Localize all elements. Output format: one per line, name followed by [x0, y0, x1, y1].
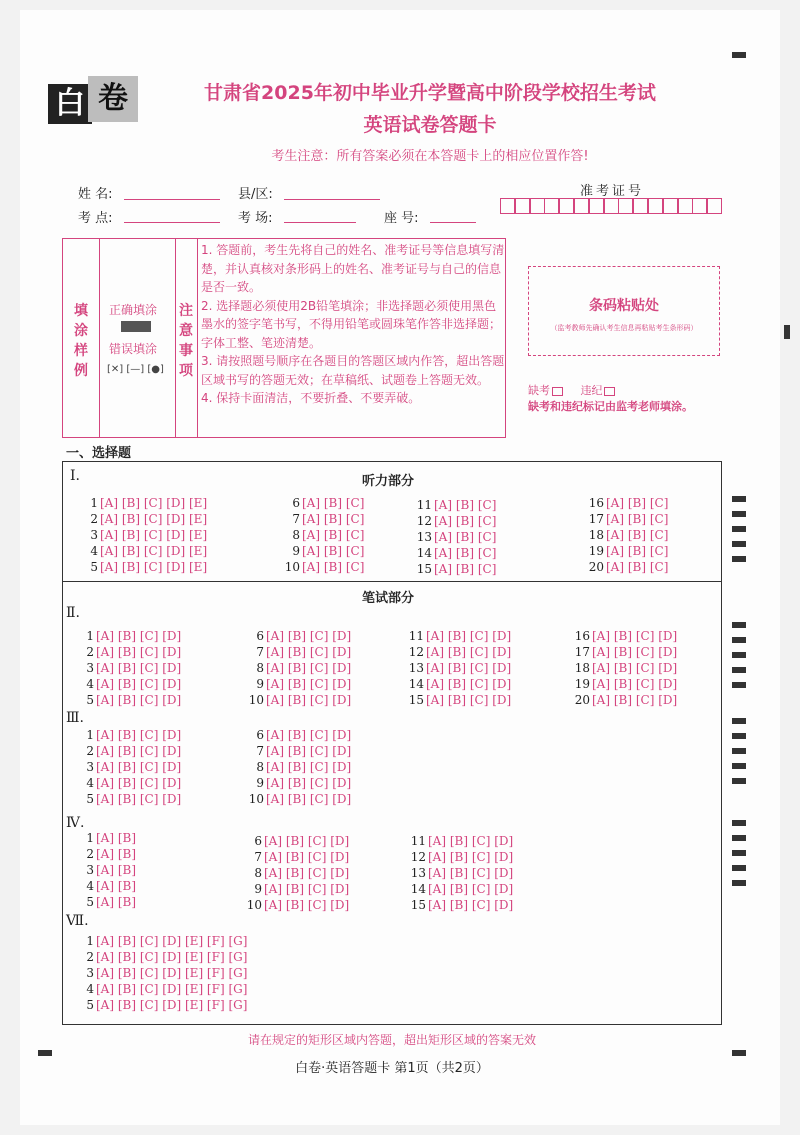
question-row[interactable]: [404, 834, 513, 849]
exam-room-field[interactable]: [284, 222, 356, 223]
question-row[interactable]: [404, 850, 513, 865]
answer-options[interactable]: [A] [B] [C] [D]: [428, 866, 514, 880]
question-row[interactable]: [584, 544, 668, 559]
exam-room-label: 考 场:: [238, 211, 273, 226]
question-row[interactable]: [244, 728, 351, 743]
seat-field[interactable]: [430, 222, 476, 223]
name-label: 姓 名:: [78, 187, 113, 202]
answer-options[interactable]: [A] [B] [C]: [302, 528, 365, 542]
question-number: 9: [254, 882, 262, 896]
sheet-title: 英语试卷答题卡: [363, 114, 497, 136]
question-number: 12: [410, 850, 426, 864]
answer-options[interactable]: [A] [B]: [96, 879, 137, 893]
ticket-digit-box[interactable]: [500, 198, 515, 214]
absent-checkbox[interactable]: [552, 387, 563, 396]
ticket-digit-box[interactable]: [589, 198, 604, 214]
question-row[interactable]: [80, 831, 136, 846]
absent-violation-row: [528, 382, 615, 398]
ticket-digit-box[interactable]: [633, 198, 648, 214]
question-number: 5: [86, 998, 94, 1012]
ticket-digit-box[interactable]: [530, 198, 545, 214]
ticket-digit-box[interactable]: [678, 198, 693, 214]
answer-options[interactable]: [A] [B] [C] [D]: [428, 882, 514, 896]
timing-mark: [732, 667, 746, 673]
proctor-note: 缺考和违纪标记由监考老师填涂。: [528, 400, 693, 413]
answer-options[interactable]: [A] [B] [C]: [434, 530, 497, 544]
question-row[interactable]: [404, 693, 511, 708]
question-number: 8: [256, 760, 264, 774]
question-row[interactable]: [80, 728, 181, 743]
timing-mark: [732, 820, 746, 826]
answer-options[interactable]: [A] [B] [C] [D]: [96, 776, 182, 790]
answer-options[interactable]: [A] [B] [C] [D] [E]: [100, 512, 208, 526]
paper-type-badge: [48, 76, 138, 126]
question-number: 2: [86, 950, 94, 964]
question-row[interactable]: [414, 530, 496, 545]
badge-roll: 卷: [88, 76, 138, 122]
question-row[interactable]: [80, 982, 247, 997]
question-number: 9: [292, 544, 300, 558]
answer-options[interactable]: [A] [B] [C] [D]: [96, 728, 182, 742]
answer-options[interactable]: [A] [B] [C] [D]: [428, 898, 514, 912]
question-number: 12: [416, 514, 432, 528]
question-number: 4: [86, 982, 94, 996]
instruction-item: 3. 请按照题号顺序在各题目的答题区域内作答，超出答题区域书写的答题无效；在草稿纸、试题卷上答题无效。: [201, 354, 505, 387]
answer-options[interactable]: [A] [B] [C]: [434, 546, 497, 560]
answer-options[interactable]: [A] [B] [C]: [606, 512, 669, 526]
answer-options[interactable]: [A] [B] [C] [D] [E] [F] [G]: [96, 998, 248, 1012]
ticket-digit-box[interactable]: [648, 198, 663, 214]
question-row[interactable]: [566, 677, 677, 692]
name-field[interactable]: [124, 199, 220, 200]
question-number: 12: [408, 645, 424, 659]
timing-mark: [732, 556, 746, 562]
question-row[interactable]: [566, 629, 677, 644]
wrong-fill-samples: [✕] [—] [●]: [107, 364, 164, 375]
question-number: 15: [408, 693, 424, 707]
question-number: 8: [256, 661, 264, 675]
question-number: 8: [292, 528, 300, 542]
question-row[interactable]: [244, 744, 351, 759]
question-row[interactable]: [80, 496, 207, 511]
answer-options[interactable]: [A] [B] [C] [D]: [428, 850, 514, 864]
question-row[interactable]: [566, 693, 677, 708]
answer-options[interactable]: [A] [B] [C] [D]: [96, 744, 182, 758]
question-row[interactable]: [240, 866, 349, 881]
instruction-list: [201, 241, 505, 408]
candidate-notice: 考生注意：所有答案必须在本答题卡上的相应位置作答!: [271, 149, 589, 164]
ticket-digit-box[interactable]: [559, 198, 574, 214]
question-number: 11: [416, 498, 432, 512]
ticket-digit-box[interactable]: [604, 198, 619, 214]
question-number: 6: [256, 629, 264, 643]
answer-options[interactable]: [A] [B] [C] [D]: [264, 834, 350, 848]
alignment-marker: [38, 1050, 52, 1056]
question-number: 7: [254, 850, 262, 864]
answer-options[interactable]: [A] [B]: [96, 831, 137, 845]
question-number: 3: [86, 661, 94, 675]
part-divider: [62, 581, 722, 582]
question-row[interactable]: [80, 544, 207, 559]
answer-options[interactable]: [A] [B] [C] [D]: [96, 792, 182, 806]
question-row[interactable]: [404, 677, 511, 692]
question-number: 20: [574, 693, 590, 707]
question-number: 10: [246, 898, 262, 912]
question-number: 5: [90, 560, 98, 574]
answer-options[interactable]: [A] [B] [C] [D]: [266, 645, 352, 659]
alignment-marker: [784, 325, 790, 339]
question-number: 7: [292, 512, 300, 526]
instruction-item: 1. 答题前，考生先将自己的姓名、准考证号等信息填写清楚，并认真核对条形码上的姓名、准考证号与自己的信息是否一致。: [201, 243, 505, 294]
question-row[interactable]: [80, 966, 247, 981]
question-row[interactable]: [244, 760, 351, 775]
question-row[interactable]: [240, 834, 349, 849]
ticket-digit-box[interactable]: [692, 198, 707, 214]
question-number: 1: [90, 496, 98, 510]
question-number: 5: [86, 792, 94, 806]
question-number: 1: [86, 629, 94, 643]
timing-mark: [732, 682, 746, 688]
question-number: 2: [86, 645, 94, 659]
question-number: 4: [86, 677, 94, 691]
ticket-digit-box[interactable]: [515, 198, 530, 214]
answer-options[interactable]: [A] [B] [C] [D]: [264, 882, 350, 896]
question-row[interactable]: [282, 496, 364, 511]
answer-options[interactable]: [A] [B] [C] [D] [E] [F] [G]: [96, 950, 248, 964]
question-number: 15: [416, 562, 432, 576]
question-row[interactable]: [414, 514, 496, 529]
timing-mark: [732, 850, 746, 856]
ticket-number-label: 准考证号: [580, 184, 645, 199]
question-row[interactable]: [584, 560, 668, 575]
question-number: 13: [408, 661, 424, 675]
ticket-digit-box[interactable]: [663, 198, 678, 214]
answer-options[interactable]: [A] [B] [C]: [302, 512, 365, 526]
timing-mark: [732, 652, 746, 658]
answer-options[interactable]: [A] [B] [C] [D] [E]: [100, 528, 208, 542]
timing-mark: [732, 637, 746, 643]
question-row[interactable]: [80, 776, 181, 791]
answer-options[interactable]: [A] [B] [C]: [302, 544, 365, 558]
ticket-digit-box[interactable]: [574, 198, 589, 214]
question-row[interactable]: [80, 560, 207, 575]
question-row[interactable]: [404, 866, 513, 881]
timing-mark: [732, 865, 746, 871]
question-number: 18: [588, 528, 604, 542]
question-row[interactable]: [244, 677, 351, 692]
question-row[interactable]: [244, 661, 351, 676]
timing-mark: [732, 541, 746, 547]
question-number: 9: [256, 776, 264, 790]
question-number: 2: [86, 847, 94, 861]
question-row[interactable]: [282, 560, 364, 575]
answer-options[interactable]: [A] [B] [C] [D]: [592, 693, 678, 707]
answer-options[interactable]: [A] [B] [C]: [606, 560, 669, 574]
question-row[interactable]: [244, 776, 351, 791]
correct-fill-sample: [121, 321, 151, 332]
written-title: 笔试部分: [362, 591, 415, 606]
answer-options[interactable]: [A] [B] [C] [D]: [96, 760, 182, 774]
question-number: 18: [574, 661, 590, 675]
question-row[interactable]: [584, 496, 668, 511]
question-row[interactable]: [244, 693, 351, 708]
answer-options[interactable]: [A] [B]: [96, 847, 137, 861]
question-number: 1: [86, 831, 94, 845]
question-number: 7: [256, 744, 264, 758]
question-row[interactable]: [404, 645, 511, 660]
question-row[interactable]: [282, 528, 364, 543]
timing-mark: [732, 622, 746, 628]
barcode-area: [528, 266, 720, 356]
answer-options[interactable]: [A] [B] [C] [D]: [266, 744, 352, 758]
county-label: 县/区:: [238, 187, 273, 202]
question-number: 9: [256, 677, 264, 691]
question-row[interactable]: [584, 528, 668, 543]
question-number: 14: [416, 546, 432, 560]
question-row[interactable]: [566, 645, 677, 660]
answer-options[interactable]: [A] [B] [C] [D]: [592, 645, 678, 659]
question-number: 4: [90, 544, 98, 558]
question-number: 5: [86, 693, 94, 707]
question-row[interactable]: [80, 645, 181, 660]
answer-options[interactable]: [A] [B] [C] [D]: [264, 850, 350, 864]
answer-options[interactable]: [A] [B] [C] [D]: [266, 661, 352, 675]
absent-label: 缺考: [528, 384, 550, 397]
question-row[interactable]: [80, 847, 136, 862]
question-row[interactable]: [80, 677, 181, 692]
timing-mark: [732, 511, 746, 517]
wrong-fill-label: 错误填涂: [109, 342, 158, 356]
question-row[interactable]: [244, 629, 351, 644]
question-row[interactable]: [80, 693, 181, 708]
question-row[interactable]: [414, 498, 496, 513]
alignment-marker: [732, 1050, 746, 1056]
question-number: 2: [86, 744, 94, 758]
notes-title: 注意事项: [179, 303, 193, 379]
question-row[interactable]: [80, 998, 247, 1013]
question-row[interactable]: [414, 546, 496, 561]
badge-white: 白: [48, 84, 92, 124]
answer-options[interactable]: [A] [B] [C] [D]: [266, 629, 352, 643]
instructions-box: [62, 238, 506, 438]
exam-site-field[interactable]: [124, 222, 220, 223]
question-number: 7: [256, 645, 264, 659]
sample-title: 填涂样例: [74, 303, 88, 379]
question-number: 1: [86, 934, 94, 948]
answer-options[interactable]: [A] [B] [C] [D]: [96, 629, 182, 643]
answer-options[interactable]: [A] [B] [C] [D]: [266, 776, 352, 790]
answer-options[interactable]: [A] [B] [C] [D]: [96, 677, 182, 691]
question-row[interactable]: [240, 882, 349, 897]
timing-mark: [732, 718, 746, 724]
question-number: 15: [410, 898, 426, 912]
answer-options[interactable]: [A] [B] [C] [D]: [592, 677, 678, 691]
timing-mark: [732, 733, 746, 739]
question-number: 17: [588, 512, 604, 526]
question-number: 3: [86, 760, 94, 774]
ticket-digit-box[interactable]: [544, 198, 559, 214]
answer-options[interactable]: [A] [B] [C] [D]: [426, 661, 512, 675]
ticket-digit-box[interactable]: [707, 198, 722, 214]
answer-options[interactable]: [A] [B] [C] [D]: [426, 693, 512, 707]
answer-options[interactable]: [A] [B] [C]: [302, 496, 365, 510]
question-number: 16: [574, 629, 590, 643]
part-III-label: Ⅲ.: [66, 710, 84, 726]
question-row[interactable]: [80, 863, 136, 878]
question-row[interactable]: [244, 792, 351, 807]
question-row[interactable]: [414, 562, 496, 577]
question-row[interactable]: [80, 792, 181, 807]
answer-options[interactable]: [A] [B] [C] [D]: [96, 645, 182, 659]
instruction-item: 4. 保持卡面清洁，不要折叠、不要弄破。: [201, 391, 421, 405]
answer-options[interactable]: [A] [B] [C]: [434, 498, 497, 512]
answer-options[interactable]: [A] [B] [C] [D] [E]: [100, 544, 208, 558]
question-number: 10: [248, 792, 264, 806]
alignment-marker: [732, 52, 746, 58]
timing-mark: [732, 496, 746, 502]
question-number: 3: [86, 966, 94, 980]
answer-options[interactable]: [A] [B] [C] [D]: [428, 834, 514, 848]
question-row[interactable]: [282, 544, 364, 559]
question-number: 11: [410, 834, 426, 848]
answer-options[interactable]: [A] [B] [C] [D]: [264, 898, 350, 912]
question-number: 8: [254, 866, 262, 880]
part-II-label: Ⅱ.: [66, 605, 80, 621]
question-row[interactable]: [244, 645, 351, 660]
answer-options[interactable]: [A] [B] [C] [D] [E]: [100, 496, 208, 510]
answer-options[interactable]: [A] [B] [C] [D]: [96, 693, 182, 707]
question-row[interactable]: [404, 898, 513, 913]
answer-options[interactable]: [A] [B] [C] [D]: [266, 728, 352, 742]
part-VII-label: Ⅶ.: [66, 913, 89, 929]
question-row[interactable]: [80, 528, 207, 543]
question-number: 14: [408, 677, 424, 691]
county-field[interactable]: [284, 199, 380, 200]
barcode-sub: （监考教师先确认考生信息再粘贴考生条形码）: [550, 324, 698, 332]
question-number: 10: [248, 693, 264, 707]
question-row[interactable]: [80, 879, 136, 894]
answer-options[interactable]: [A] [B]: [96, 895, 137, 909]
answer-options[interactable]: [A] [B] [C] [D]: [264, 866, 350, 880]
listening-title: 听力部分: [362, 474, 415, 489]
question-row[interactable]: [80, 760, 181, 775]
timing-mark: [732, 748, 746, 754]
question-row[interactable]: [80, 744, 181, 759]
question-number: 6: [256, 728, 264, 742]
answer-options[interactable]: [A] [B] [C] [D] [E] [F] [G]: [96, 934, 248, 948]
answer-options[interactable]: [A] [B] [C] [D]: [266, 677, 352, 691]
answer-options[interactable]: [A] [B] [C]: [606, 528, 669, 542]
question-number: 6: [292, 496, 300, 510]
answer-options[interactable]: [A] [B] [C] [D]: [592, 629, 678, 643]
part-IV-label: Ⅳ.: [66, 815, 85, 831]
exam-site-label: 考 点:: [78, 211, 113, 226]
violation-label: 违纪: [580, 384, 603, 397]
answer-options[interactable]: [A] [B] [C]: [606, 496, 669, 510]
violation-checkbox[interactable]: [604, 387, 615, 396]
answer-options[interactable]: [A] [B]: [96, 863, 137, 877]
question-number: 16: [588, 496, 604, 510]
timing-mark: [732, 763, 746, 769]
exam-title: 甘肃省2025年初中毕业升学暨高中阶段学校招生考试: [204, 82, 656, 104]
question-row[interactable]: [80, 950, 247, 965]
answer-options[interactable]: [A] [B] [C] [D]: [426, 645, 512, 659]
question-number: 6: [254, 834, 262, 848]
answer-options[interactable]: [A] [B] [C]: [434, 562, 497, 576]
question-number: 2: [90, 512, 98, 526]
question-number: 4: [86, 776, 94, 790]
part-I-label: Ⅰ.: [70, 468, 80, 484]
answer-options[interactable]: [A] [B] [C] [D] [E]: [100, 560, 208, 574]
question-row[interactable]: [404, 629, 511, 644]
answer-options[interactable]: [A] [B] [C]: [606, 544, 669, 558]
question-number: 5: [86, 895, 94, 909]
seat-label: 座 号:: [384, 211, 419, 226]
question-number: 19: [574, 677, 590, 691]
question-row[interactable]: [240, 850, 349, 865]
question-number: 13: [416, 530, 432, 544]
question-number: 11: [408, 629, 424, 643]
answer-options[interactable]: [A] [B] [C] [D]: [266, 760, 352, 774]
question-row[interactable]: [80, 934, 247, 949]
question-row[interactable]: [80, 661, 181, 676]
answer-options[interactable]: [A] [B] [C] [D]: [266, 792, 352, 806]
question-number: 4: [86, 879, 94, 893]
question-row[interactable]: [282, 512, 364, 527]
answer-options[interactable]: [A] [B] [C] [D] [E] [F] [G]: [96, 982, 248, 996]
question-number: 20: [588, 560, 604, 574]
question-row[interactable]: [404, 882, 513, 897]
page-footer: 白卷·英语答题卡 第1页（共2页）: [295, 1061, 489, 1076]
question-row[interactable]: [566, 661, 677, 676]
question-number: 19: [588, 544, 604, 558]
correct-fill-label: 正确填涂: [109, 303, 158, 317]
question-number: 3: [86, 863, 94, 877]
question-number: 1: [86, 728, 94, 742]
question-number: 14: [410, 882, 426, 896]
answer-options[interactable]: [A] [B] [C]: [434, 514, 497, 528]
question-number: 17: [574, 645, 590, 659]
section-title: 一、选择题: [66, 446, 132, 461]
timing-mark: [732, 835, 746, 841]
boundary-note: 请在规定的矩形区域内答题，超出矩形区域的答案无效: [247, 1033, 536, 1047]
question-number: 10: [284, 560, 300, 574]
barcode-label: 条码粘贴处: [589, 298, 659, 314]
question-number: 3: [90, 528, 98, 542]
question-row[interactable]: [80, 512, 207, 527]
question-row[interactable]: [240, 898, 349, 913]
instruction-item: 2. 选择题必须使用2B铅笔填涂；非选择题必须使用黑色墨水的签字笔书写，不得用铅笔或圆珠笔作答非选择题；字体工整、笔迹清楚。: [201, 298, 502, 350]
timing-mark: [732, 778, 746, 784]
answer-options[interactable]: [A] [B] [C] [D]: [426, 629, 512, 643]
answer-options[interactable]: [A] [B] [C] [D]: [266, 693, 352, 707]
question-row[interactable]: [80, 629, 181, 644]
answer-options[interactable]: [A] [B] [C] [D]: [426, 677, 512, 691]
answer-options[interactable]: [A] [B] [C] [D]: [592, 661, 678, 675]
timing-mark: [732, 526, 746, 532]
answer-options[interactable]: [A] [B] [C] [D] [E] [F] [G]: [96, 966, 248, 980]
ticket-digit-box[interactable]: [618, 198, 633, 214]
answer-options[interactable]: [A] [B] [C] [D]: [96, 661, 182, 675]
question-row[interactable]: [404, 661, 511, 676]
answer-options[interactable]: [A] [B] [C]: [302, 560, 365, 574]
timing-mark: [732, 880, 746, 886]
question-row[interactable]: [584, 512, 668, 527]
question-number: 13: [410, 866, 426, 880]
question-row[interactable]: [80, 895, 136, 910]
